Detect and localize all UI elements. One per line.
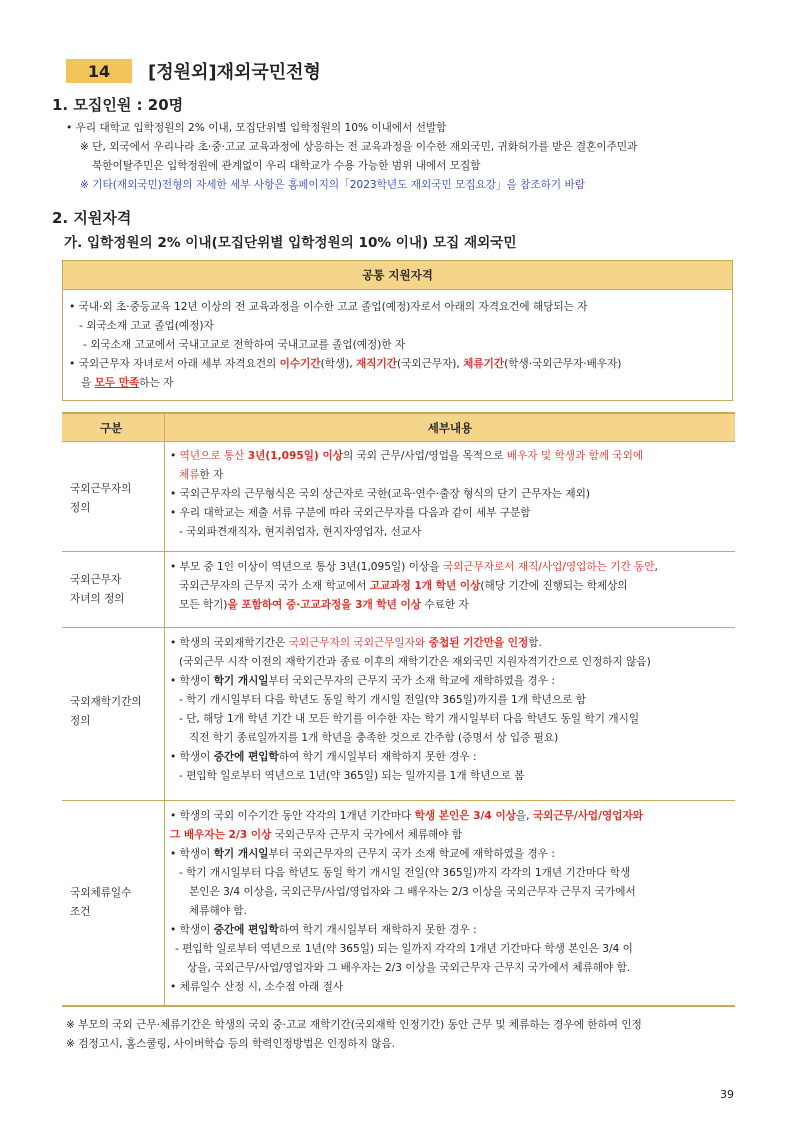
common-line-2: - 외국소재 고교 졸업(예정)자 [79,320,214,332]
section-header [66,59,321,83]
row3-label-1: 국외재학기간의 [70,696,142,708]
row3-line-g: • 학생이 중간에 편입학하여 학기 개시일부터 재학하지 못한 경우 : [170,751,477,763]
row1-line-b: 체류한 자 [179,469,224,481]
row3-line-b: (국외근무 시작 이전의 재학기간과 종료 이후의 재학기간은 재외국민 지원자격기간으로 인정하지 않음) [179,656,651,668]
row4-line-c: • 학생이 학기 개시일부터 국외근무자의 근무지 국가 소재 학교에 재학하였을 경우 : [170,848,555,860]
row4-line-g: • 학생이 중간에 편입학하여 학기 개시일부터 재학하지 못한 경우 : [170,924,477,936]
row4-line-a: • 학생의 국외 이수기간 동안 각각의 1개년 기간마다 학생 본인은 3/4 이상을, 국외근무/사업/영업자와 [170,810,643,822]
row4-line-e: 본인은 3/4 이상을, 국외근무/사업/영업자와 그 배우자는 2/3 이상을 국외근무자 근무지 국가에서 [189,886,636,898]
row4-line-h: - 편입학 일로부터 역년으로 1년(약 365일) 되는 일까지 각각의 1개년 기간마다 학생 본인은 3/4 이 [175,943,633,955]
common-line-5: 을 모두 만족하는 자 [81,377,174,389]
row2-label-2: 자녀의 정의 [70,593,125,605]
row3-line-a: • 학생의 국외재학기간은 국외근무자의 국외근무일자와 중첩된 기간만을 인정함. [170,637,542,649]
table-header-row [62,414,735,442]
col-header-category: 구분 [100,421,123,435]
row4-label-1: 국외체류일수 [70,887,132,899]
row4-line-j: • 체류일수 산정 시, 소수점 아래 절사 [170,981,344,993]
row4-label-2: 조건 [70,906,91,918]
page-number: 39 [720,1088,734,1101]
s1-line-4: ※ 기타(재외국민)전형의 자세한 세부 사항은 홈페이지의「2023학년도 재외국민 모집요강」을 참조하기 바람 [80,179,585,191]
heading-recruitment: 1. 모집인원 : 20명 [52,96,184,114]
row1-label-2: 정의 [70,502,91,514]
row4-line-b: 그 배우자는 2/3 이상 국외근무자 근무지 국가에서 체류해야 함 [170,829,463,841]
common-box-header: 공통 지원자격 [63,261,732,290]
row4-line-i: 상을, 국외근무/사업/영업자와 그 배우자는 2/3 이상을 국외근무자 근무지 국가에서 체류해야 함. [187,962,631,974]
row4-line-d: - 학기 개시일부터 다음 학년도 동일 학기 개시일 전일(약 365일)까지 각각의 1개년 기간마다 학생 [179,867,631,879]
row2-line-a: • 부모 중 1인 이상이 역년으로 통상 3년(1,095일) 이상을 국외근무자로서 재직/사업/영업하는 기간 동안, [170,561,658,573]
table-row-worker-definition [62,442,735,552]
row3-line-d: - 학기 개시일부터 다음 학년도 동일 학기 개시일 전일(약 365일)까지를 1개 학년으로 함 [179,694,586,706]
table-row-child-definition [62,552,735,628]
section-number: 14 [66,59,132,83]
common-qualification-box [62,260,733,401]
common-line-4: • 국외근무자 자녀로서 아래 세부 자격요건의 이수기간(학생), 재직기간(국외근무자), 체류기간(학생·국외근무자·배우자) [69,358,622,370]
row1-label-1: 국외근무자의 [70,483,132,495]
row1-line-a: • 역년으로 통산 3년(1,095일) 이상의 국외 근무/사업/영업을 목적으로 배우자 및 학생과 함께 국외에 [170,450,644,462]
section-title: [정원외]재외국민전형 [148,62,321,83]
row1-line-d: • 우리 대학교는 제출 서류 구분에 따라 국외근무자를 다음과 같이 세부 구분함 [170,507,531,519]
footnote-1: ※ 부모의 국외 근무·체류기간은 학생의 국외 중·고교 재학기간(국외재학 인정기간) 동안 근무 및 체류하는 경우에 한하여 인정 [66,1019,642,1031]
row2-line-c: 모든 학기)을 포함하여 중·고교과정을 3개 학년 이상 수료한 자 [179,599,469,611]
row2-line-b: 국외근무자의 근무지 국가 소재 학교에서 고교과정 1개 학년 이상(해당 기간에 진행되는 학제상의 [179,580,628,592]
table-row-enrollment-period [62,628,735,801]
row4-line-f: 체류해야 함. [189,905,247,917]
row3-line-h: - 편입학 일로부터 역년으로 1년(약 365일) 되는 일까지를 1개 학년으로 봄 [179,770,525,782]
table-row-stay-days [62,801,735,1007]
s1-line-1: • 우리 대학교 입학정원의 2% 이내, 모집단위별 입학정원의 10% 이내에서 선발함 [66,122,447,134]
row3-line-c: • 학생이 학기 개시일부터 국외근무자의 근무지 국가 소재 학교에 재학하였을 경우 : [170,675,555,687]
col-header-details: 세부내용 [427,420,473,435]
row1-line-e: - 국외파견재직자, 현지취업자, 현지자영업자, 선교사 [179,526,422,538]
footnote-2: ※ 검정고시, 홈스쿨링, 사이버학습 등의 학력인정방법은 인정하지 않음. [66,1038,396,1050]
row3-line-e: - 단, 해당 1개 학년 기간 내 모든 학기를 이수한 자는 학기 개시일부터 다음 학년도 동일 학기 개시일 [179,713,640,725]
s1-line-2: ※ 단, 외국에서 우리나라 초·중·고교 교육과정에 상응하는 전 교육과정을 이수한 재외국민, 귀화허가를 받은 결혼이주민과 [80,141,638,153]
row3-label-2: 정의 [70,715,91,727]
heading-qualification: 2. 지원자격 [52,209,132,227]
s1-line-3: 북한이탈주민은 입학정원에 관계없이 우리 대학교가 수용 가능한 범위 내에서 모집함 [92,160,481,172]
common-line-1: • 국내·외 초·중등교육 12년 이상의 전 교육과정을 이수한 고교 졸업(예정)자로서 아래의 자격요건에 해당되는 자 [69,301,588,313]
row2-label-1: 국외근무자 [70,574,122,586]
qualification-table [62,412,735,1007]
subtitle-qualification: 가. 입학정원의 2% 이내(모집단위별 입학정원의 10% 이내) 모집 재외국민 [64,235,517,251]
row3-line-f: 직전 학기 종료일까지를 1개 학년을 충족한 것으로 간주함 (증명서 상 입증 필요) [189,732,559,744]
common-line-3: - 외국소재 고교에서 국내고교로 전학하여 국내고교를 졸업(예정)한 자 [83,339,406,351]
row1-line-c: • 국외근무자의 근무형식은 국외 상근자로 국한(교육·연수·출장 형식의 단기 근무자는 제외) [170,488,590,500]
